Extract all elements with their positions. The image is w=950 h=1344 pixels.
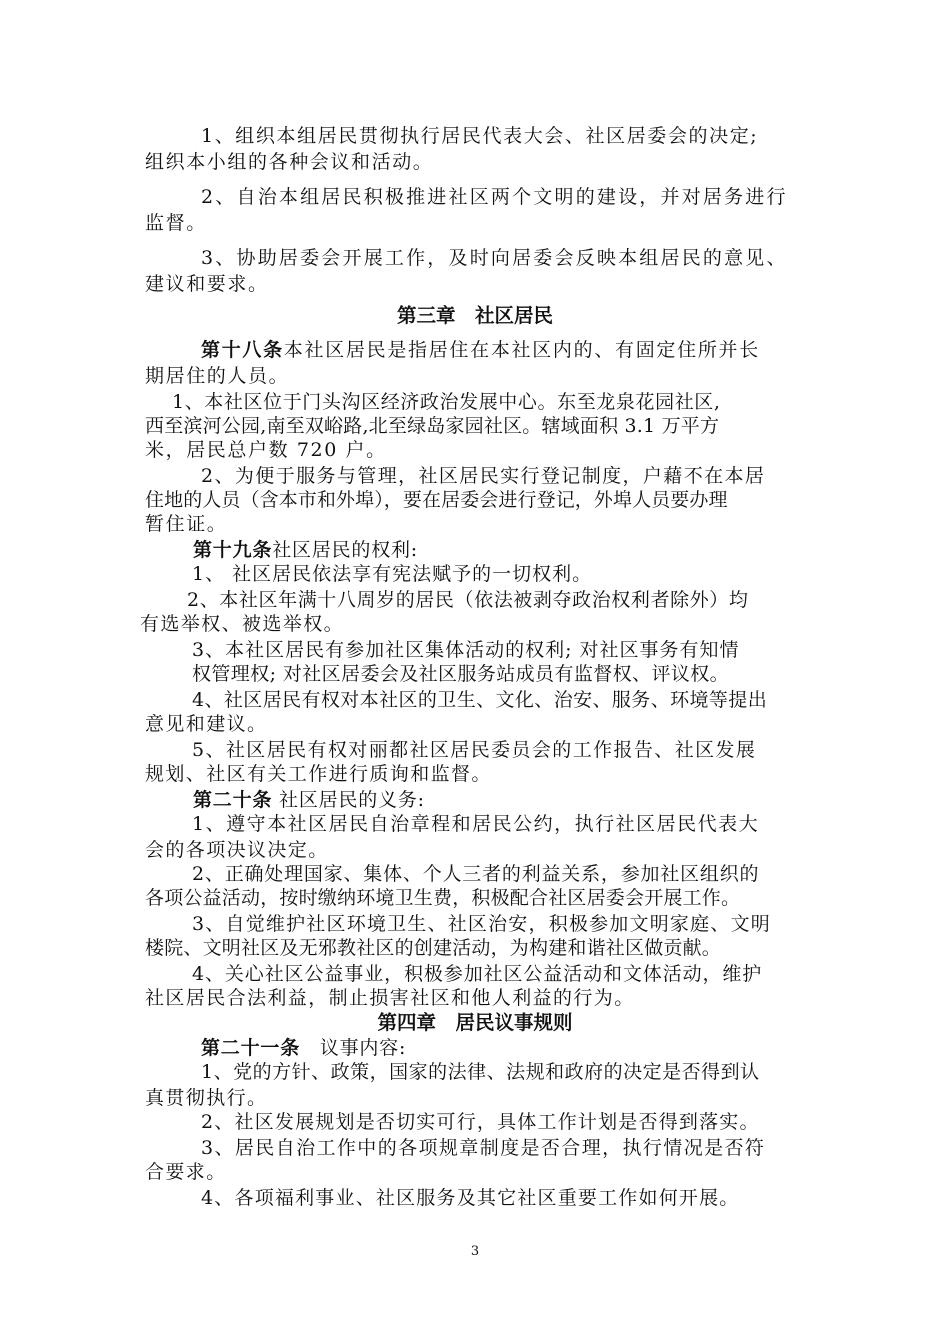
paragraph-line: 1、党的方针、政策，国家的法律、法规和政府的决定是否得到认 bbox=[201, 1061, 760, 1083]
paragraph-line: 米，居民总户数 720 户。 bbox=[145, 439, 387, 461]
paragraph-line: 4、社区居民有权对本社区的卫生、文化、治安、服务、环境等提出 bbox=[192, 689, 768, 711]
paragraph-line: 有选举权、被选举权。 bbox=[140, 613, 345, 635]
article-title: 第十八条 bbox=[201, 339, 284, 361]
article-20-title-line bbox=[193, 788, 425, 812]
paragraph-line: 2、为便于服务与管理，社区居民实行登记制度，户藉不在本居 bbox=[201, 465, 766, 487]
article-21-title-line bbox=[201, 1036, 406, 1060]
article-title: 第二十条 bbox=[193, 789, 273, 811]
paragraph-line: 4、各项福利事业、社区服务及其它社区重要工作如何开展。 bbox=[201, 1187, 740, 1209]
paragraph-line: 会的各项决议决定。 bbox=[145, 839, 329, 861]
article-title: 第十九条 bbox=[193, 539, 273, 561]
chapter-heading: 第三章 社区居民 bbox=[396, 304, 553, 327]
paragraph-line: 暂住证。 bbox=[145, 513, 228, 535]
paragraph-line: 2、本社区年满十八周岁的居民（依法被剥夺政治权利者除外）均 bbox=[187, 589, 749, 611]
paragraph-line: 期居住的人员。 bbox=[145, 365, 290, 387]
paragraph-line: 西至滨河公园,南至双峪路,北至绿岛家园社区。辖域面积 3.1 万平方 bbox=[145, 415, 720, 437]
paragraph-line: 权管理权; 对社区居委会及社区服务站成员有监督权、评议权。 bbox=[192, 663, 730, 685]
paragraph-line: 5、社区居民有权对丽都社区居民委员会的工作报告、社区发展 bbox=[192, 739, 757, 761]
paragraph-line: 1、遵守本社区居民自治章程和居民公约，执行社区居民代表大 bbox=[192, 813, 760, 835]
paragraph-line: 监督。 bbox=[145, 212, 207, 234]
paragraph-line: 3、居民自治工作中的各项规章制度是否合理，执行情况是否符 bbox=[201, 1137, 766, 1159]
paragraph-line: 3、本社区居民有参加社区集体活动的权利; 对社区事务有知情 bbox=[192, 639, 740, 661]
paragraph-line: 住地的人员（含本市和外埠），要在居委会进行登记，外埠人员要办理 bbox=[145, 489, 728, 511]
article-text: 社区居民的权利: bbox=[272, 539, 419, 561]
paragraph-line: 3、协助居委会开展工作，及时向居委会反映本组居民的意见、 bbox=[201, 247, 788, 269]
article-text: 议事内容: bbox=[300, 1037, 407, 1059]
paragraph-line: 3、自觉维护社区环境卫生、社区治安，积极参加文明家庭、文明 bbox=[192, 913, 771, 935]
article-text: 社区居民的义务: bbox=[272, 789, 425, 811]
article-title: 第二十一条 bbox=[201, 1037, 301, 1059]
article-19-title-line bbox=[193, 538, 418, 562]
paragraph-line: 楼院、文明社区及无邪教社区的创建活动，为构建和谐社区做贡献。 bbox=[145, 937, 722, 959]
chapter-heading: 第四章 居民议事规则 bbox=[377, 1011, 573, 1034]
paragraph-line: 2、正确处理国家、集体、个人三者的利益关系，参加社区组织的 bbox=[192, 863, 760, 885]
article-18-first-line bbox=[201, 338, 760, 362]
article-text: 本社区居民是指居住在本社区内的、有固定住所并长 bbox=[283, 339, 760, 361]
paragraph-line: 建议和要求。 bbox=[145, 273, 269, 295]
paragraph-line: 1、本社区位于门头沟区经济政治发展中心。东至龙泉花园社区, bbox=[172, 391, 721, 413]
paragraph-line: 意见和建议。 bbox=[145, 713, 268, 735]
paragraph-line: 1、组织本组居民贯彻执行居民代表大会、社区居委会的决定; bbox=[201, 125, 759, 147]
paragraph-line: 社区居民合法利益，制止损害社区和他人利益的行为。 bbox=[145, 987, 635, 1009]
paragraph-line: 2、社区发展规划是否切实可行，具体工作计划是否得到落实。 bbox=[201, 1111, 760, 1133]
page-number: 3 bbox=[470, 1244, 480, 1259]
paragraph-line: 合要求。 bbox=[145, 1161, 227, 1183]
paragraph-line: 规划、社区有关工作进行质询和监督。 bbox=[145, 763, 492, 785]
paragraph-line: 真贯彻执行。 bbox=[145, 1087, 268, 1109]
paragraph-line: 组织本小组的各种会议和活动。 bbox=[145, 151, 434, 173]
paragraph-line: 1、 社区居民依法享有宪法赋予的一切权利。 bbox=[192, 563, 593, 585]
paragraph-line: 各项公益活动，按时缴纳环境卫生费，积极配合社区居委会开展工作。 bbox=[145, 887, 741, 909]
paragraph-line: 2、自治本组居民积极推进社区两个文明的建设，并对居务进行 bbox=[201, 186, 788, 208]
paragraph-line: 4、关心社区公益事业，积极参加社区公益活动和文体活动，维护 bbox=[192, 963, 763, 985]
